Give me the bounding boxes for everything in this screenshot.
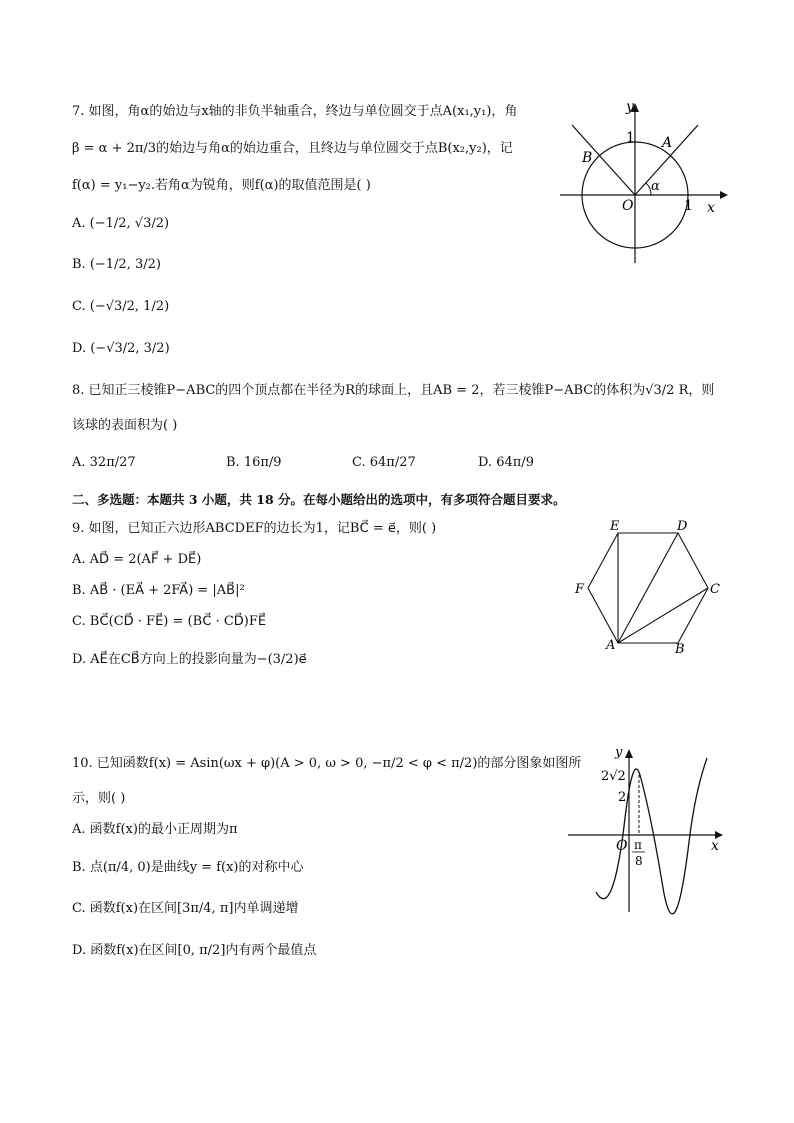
q7-option-b: B. (−1/2, 3/2) <box>72 257 161 272</box>
q10-sine-graph-figure <box>565 742 730 917</box>
x-axis-label: x <box>711 838 719 854</box>
q9-option-c: C. BC⃗(CD⃗ · FE⃗) = (BC⃗ · CD⃗)FE⃗ <box>72 614 267 629</box>
pi-label: π <box>634 838 642 852</box>
tick-label-one-right: 1 <box>684 198 693 214</box>
y-axis-arrow-icon <box>625 749 633 758</box>
q7-option-d: D. (−√3/2, 3/2) <box>72 341 170 356</box>
y-axis-label: y <box>615 745 623 760</box>
origin-label: O <box>616 838 628 854</box>
q8-option-c: C. 64π/27 <box>352 455 416 470</box>
q10-option-c: C. 函数f(x)在区间[3π/4, π]内单调递增 <box>72 901 299 916</box>
alpha-label: α <box>651 179 660 194</box>
vertex-d-label: D <box>677 519 688 534</box>
section-2-heading: 二、多选题：本题共 3 小题，共 18 分。在每小题给出的选项中，有多项符合题目要求。 <box>72 492 566 507</box>
q9-option-b: B. AB⃗ · (EA⃗ + 2FA⃗) = |AB⃗|² <box>72 583 245 598</box>
q8-option-a: A. 32π/27 <box>72 455 136 470</box>
q7-line-2: β = α + 2π/3的始边与角α的始边重合，且终边与单位圆交于点B(x₂,y₂)，记 <box>72 141 513 156</box>
q8-line-1: 8. 已知正三棱锥P−ABC的四个顶点都在半径为R的球面上，且AB = 2，若三棱锥P−ABC的体积为√3/2 R，则 <box>72 383 715 398</box>
diagonal-ac <box>618 588 708 643</box>
eight-label: 8 <box>635 854 643 868</box>
x-axis-label: x <box>707 200 715 216</box>
point-a-label: A <box>662 135 673 151</box>
x-axis-arrow-icon <box>720 191 728 199</box>
q8-line-2: 该球的表面积为( ) <box>72 418 178 433</box>
q7-option-a: A. (−1/2, √3/2) <box>72 216 170 231</box>
q10-option-a: A. 函数f(x)的最小正周期为π <box>72 822 238 837</box>
q10-option-d: D. 函数f(x)在区间[0, π/2]内有两个最值点 <box>72 943 317 958</box>
q7-unit-circle-figure <box>555 98 730 268</box>
vertex-e-label: E <box>610 519 620 534</box>
q9-hexagon-figure <box>570 515 725 655</box>
q9-line-1: 9. 如图，已知正六边形ABCDEF的边长为1，记BC⃗ = e⃗，则( ) <box>72 521 437 536</box>
q9-option-a: A. AD⃗ = 2(AF⃗ + DE⃗) <box>72 552 202 567</box>
q8-option-d: D. 64π/9 <box>478 455 534 470</box>
q7-line-3: f(α) = y₁−y₂.若角α为锐角，则f(α)的取值范围是( ) <box>72 178 371 193</box>
vertex-a-label: A <box>606 638 616 653</box>
q10-line-1: 10. 已知函数f(x) = Asin(ωx + φ)(A > 0, ω > 0, −π/2 < φ < π/2)的部分图象如图所 <box>72 756 582 771</box>
tick-label-one-top: 1 <box>626 130 635 146</box>
origin-label: O <box>622 198 634 214</box>
vertex-c-label: C <box>710 582 720 597</box>
q8-option-b: B. 16π/9 <box>226 455 282 470</box>
q10-line-2: 示，则( ) <box>72 791 126 806</box>
value-two-label: 2 <box>618 790 627 805</box>
diagonal-ad <box>618 533 678 643</box>
max-value-label: 2√2 <box>601 769 626 784</box>
q7-option-c: C. (−√3/2, 1/2) <box>72 299 170 314</box>
y-axis-label: y <box>626 99 634 115</box>
point-b-label: B <box>582 150 593 166</box>
vertex-f-label: F <box>575 582 585 597</box>
q9-option-d: D. AE⃗在CB⃗方向上的投影向量为−(3/2)e⃗ <box>72 652 307 667</box>
vertex-b-label: B <box>675 642 685 655</box>
q7-line-1: 7. 如图，角α的始边与x轴的非负半轴重合，终边与单位圆交于点A(x₁,y₁)，角 <box>72 104 518 119</box>
q10-option-b: B. 点(π/4, 0)是曲线y = f(x)的对称中心 <box>72 860 304 875</box>
